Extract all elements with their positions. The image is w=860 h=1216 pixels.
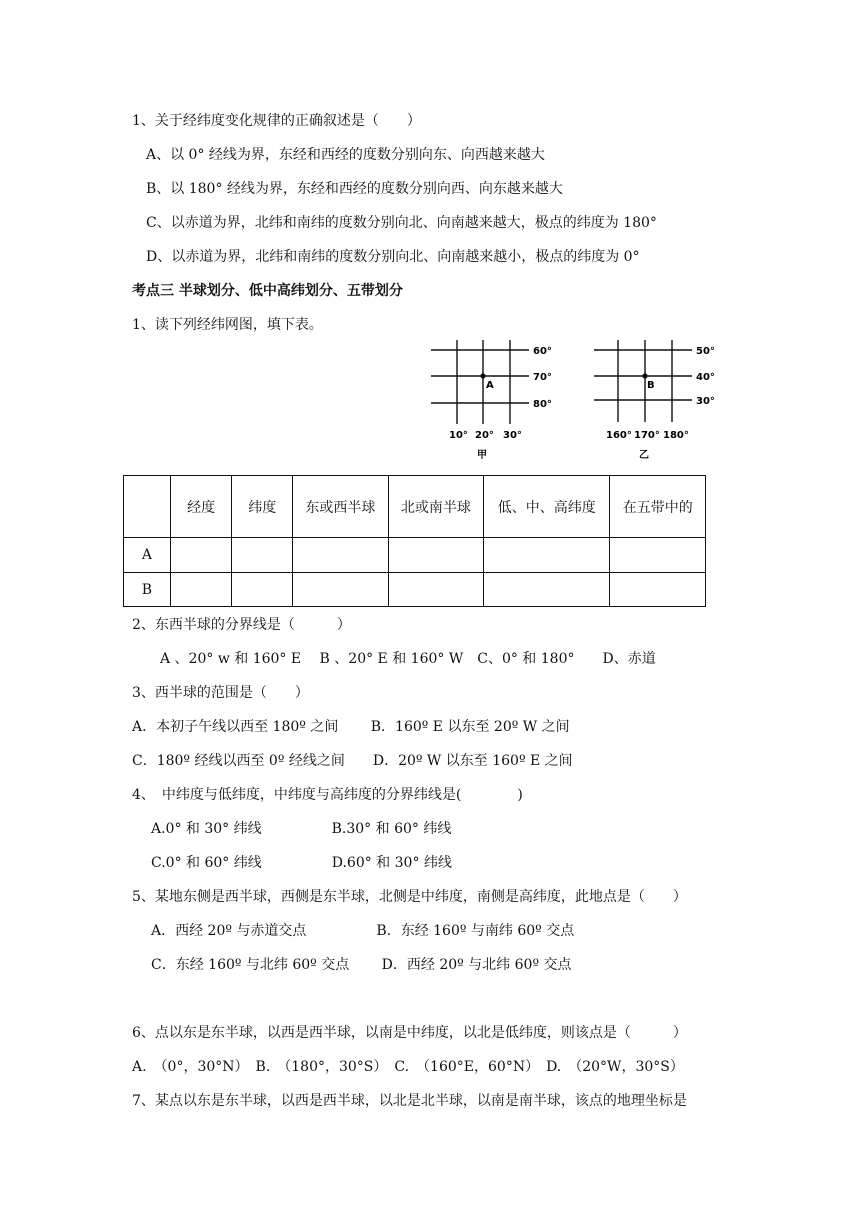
question-6: 6、点以东是东半球，以西是西半球，以南是中纬度，以北是低纬度，则该点是（ ）: [132, 1025, 687, 1041]
table-header-cell: [124, 476, 171, 538]
lat-label: 30°: [696, 396, 715, 407]
lat-label: 70°: [533, 372, 552, 383]
table-header-cell: 在五带中的: [610, 476, 706, 538]
answer-cell[interactable]: [232, 573, 293, 607]
question-1-sec3: 1、读下列经纬网图，填下表。: [132, 317, 323, 333]
point-b-marker: [642, 373, 647, 378]
question-5-options-row2: C．东经 160º 与北纬 60º 交点 D．西经 20º 与北纬 60º 交点: [151, 957, 572, 973]
answer-cell[interactable]: [170, 573, 232, 607]
question-4: 4、 中纬度与低纬度，中纬度与高纬度的分界纬线是( ): [132, 787, 523, 803]
grid-caption: 甲: [477, 450, 487, 461]
question-3: 3、西半球的范围是（ ）: [132, 685, 309, 701]
question-3-options-row2: C．180º 经线以西至 0º 经线之间 D．20º W 以东至 160º E 之间: [132, 753, 573, 769]
answer-cell[interactable]: [293, 573, 388, 607]
answer-cell[interactable]: [232, 538, 293, 573]
answer-cell[interactable]: [610, 538, 706, 573]
table-header-cell: 纬度: [232, 476, 293, 538]
grid-caption: 乙: [639, 450, 649, 461]
lon-label: 30°: [503, 430, 522, 441]
table-header-cell: 北或南半球: [388, 476, 483, 538]
question-3-options-row1: A．本初子午线以西至 180º 之间 B．160º E 以东至 20º W 之间: [132, 719, 570, 735]
section-heading: 考点三 半球划分、低中高纬划分、五带划分: [132, 283, 403, 299]
question-5-options-row1: A．西经 20º 与赤道交点 B．东经 160º 与南纬 60º 交点: [151, 923, 575, 939]
row-label-b: B: [124, 573, 171, 607]
lat-label: 60°: [533, 346, 552, 357]
lat-lon-grid-yi: [588, 338, 728, 462]
answer-cell[interactable]: [388, 573, 483, 607]
lat-lon-grid-jia: [425, 338, 565, 462]
lon-label: 10°: [449, 430, 468, 441]
lon-label: 180°: [663, 430, 689, 441]
table-header-cell: 经度: [170, 476, 232, 538]
question-6-options: A. （0°，30°N） B. （180°，30°S） C. （160°E，60°N） D. （20°W，30°S）: [132, 1059, 684, 1075]
row-label-a: A: [124, 538, 171, 573]
answer-cell[interactable]: [610, 573, 706, 607]
question-5: 5、某地东侧是西半球，西侧是东半球，北侧是中纬度，南侧是高纬度，此地点是（ ）: [132, 889, 687, 905]
question-4-options-row1: A.0° 和 30° 纬线 B.30° 和 60° 纬线: [151, 821, 452, 837]
option-a: A、以 0° 经线为界，东经和西经的度数分别向东、向西越来越大: [146, 147, 545, 163]
answer-cell[interactable]: [293, 538, 388, 573]
point-a-marker: [480, 373, 485, 378]
question-2: 2、东西半球的分界线是（ ）: [132, 617, 351, 633]
lat-label: 40°: [696, 372, 715, 383]
lat-label: 80°: [533, 399, 552, 410]
question-2-options: A 、20° w 和 160° E B 、20° E 和 160° W C、0° 和 180° D、赤道: [160, 651, 656, 667]
option-c: C、以赤道为界，北纬和南纬的度数分别向北、向南越来越大，极点的纬度为 180°: [146, 215, 657, 231]
lon-label: 160°: [606, 430, 632, 441]
lon-label: 170°: [634, 430, 660, 441]
table-header-row: [124, 476, 706, 538]
answer-cell[interactable]: [388, 538, 483, 573]
table-row: [124, 573, 706, 607]
answer-cell[interactable]: [170, 538, 232, 573]
option-b: B、以 180° 经线为界，东经和西经的度数分别向西、向东越来越大: [146, 181, 563, 197]
question-4-options-row2: C.0° 和 60° 纬线 D.60° 和 30° 纬线: [151, 855, 452, 871]
point-b-label: B: [647, 380, 655, 391]
table-row: [124, 538, 706, 573]
option-d: D、以赤道为界，北纬和南纬的度数分别向北、向南越来越小，极点的纬度为 0°: [146, 249, 640, 265]
table-header-cell: 东或西半球: [293, 476, 388, 538]
answer-cell[interactable]: [484, 573, 610, 607]
table-header-cell: 低、中、高纬度: [484, 476, 610, 538]
point-a-label: A: [486, 380, 494, 391]
question-7: 7、某点以东是东半球，以西是西半球，以北是北半球，以南是南半球，该点的地理坐标是: [132, 1093, 687, 1109]
answer-cell[interactable]: [484, 538, 610, 573]
question-1-sec2: 1、关于经纬度变化规律的正确叙述是（ ）: [132, 113, 421, 129]
lon-label: 20°: [475, 430, 494, 441]
fill-in-table: [123, 475, 706, 607]
lat-label: 50°: [696, 346, 715, 357]
